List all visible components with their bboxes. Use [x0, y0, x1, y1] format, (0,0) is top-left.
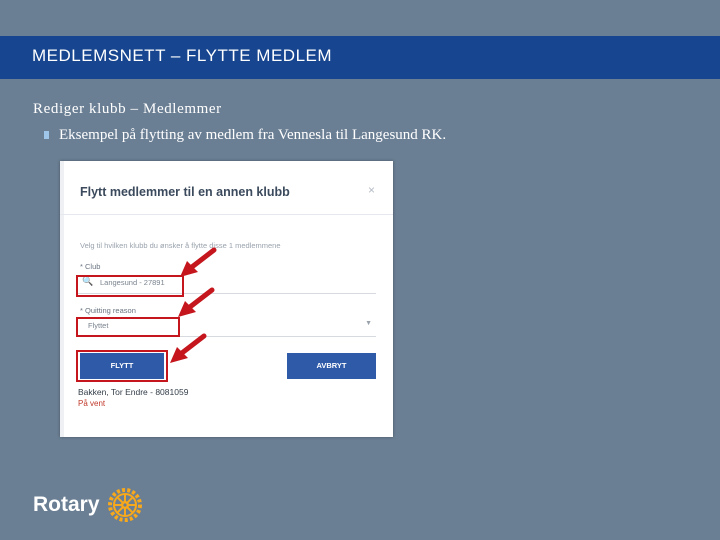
member-status: På vent — [78, 399, 106, 408]
bullet-text: Eksempel på flytting av medlem fra Vennesla til Langesund RK. — [59, 127, 447, 143]
reason-value: Flyttet — [88, 321, 109, 330]
highlight-box-reason — [76, 317, 180, 337]
member-name: Bakken, Tor Endre - 8081059 — [78, 387, 189, 397]
dialog-instruction: Velg til hvilken klubb du ønsker å flytte disse 1 medlemmene — [80, 241, 281, 250]
cancel-button[interactable]: AVBRYT — [287, 353, 376, 379]
dialog-title: Flytt medlemmer til en annen klubb — [80, 185, 290, 199]
reason-label: * Quitting reason — [80, 306, 136, 315]
rotary-wheel-icon — [106, 486, 144, 524]
chevron-down-icon: ▼ — [365, 320, 372, 327]
bullet-item — [44, 127, 446, 144]
highlight-box-move — [76, 350, 168, 382]
club-label: * Club — [80, 262, 101, 271]
bullet-marker — [44, 131, 49, 139]
club-value: Langesund - 27891 — [100, 278, 165, 287]
red-arrow-icon — [176, 287, 216, 319]
slide-subtitle: Rediger klubb – Medlemmer — [33, 101, 222, 117]
dialog-screenshot — [60, 161, 393, 437]
red-arrow-icon — [168, 333, 208, 365]
search-icon: 🔍 — [82, 276, 94, 286]
logo-text: Rotary — [33, 493, 100, 516]
close-icon[interactable]: × — [368, 183, 376, 197]
slide-title-bar — [0, 36, 720, 79]
slide-title: MEDLEMSNETT – FLYTTE MEDLEM — [32, 46, 333, 65]
divider — [60, 214, 393, 215]
move-button[interactable]: FLYTT — [80, 353, 164, 379]
red-arrow-icon — [178, 247, 218, 279]
rotary-logo — [33, 486, 144, 524]
highlight-box-club — [76, 275, 184, 297]
